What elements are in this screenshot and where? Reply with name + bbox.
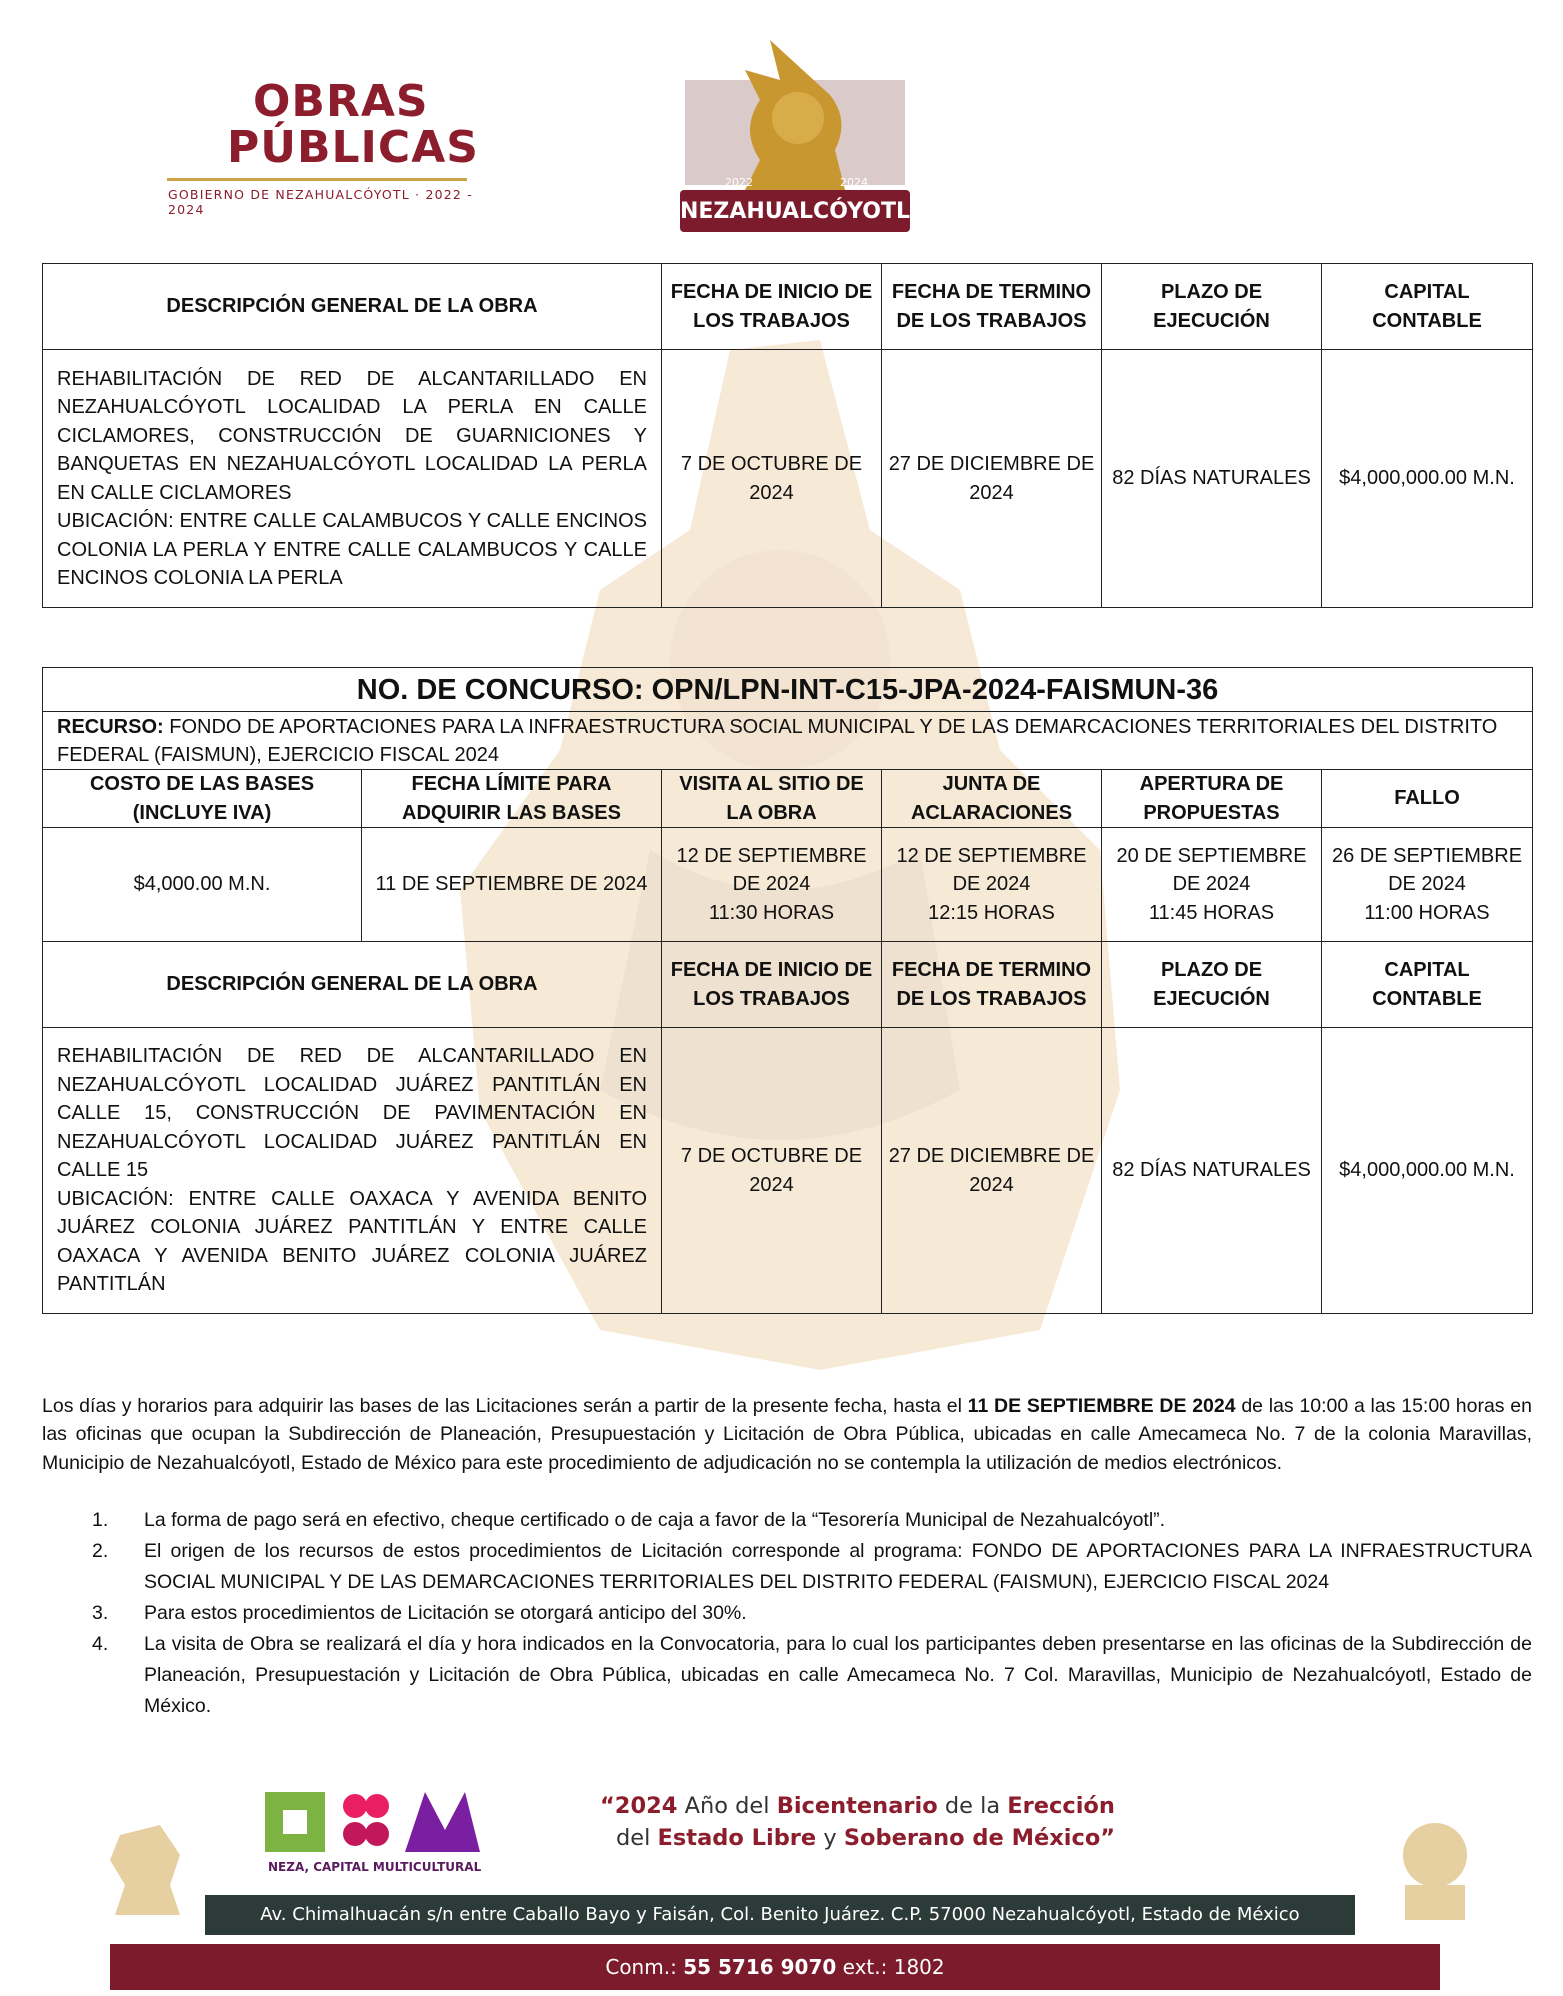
motto-text: de la (944, 1793, 1001, 1819)
list-item (42, 1629, 1532, 1722)
obra1-capital: $4,000,000.00 M.N. (1322, 350, 1533, 608)
apertura-hora: 11:45 HORAS (1148, 901, 1275, 924)
header-fecha-inicio-2: FECHA DE INICIO DE LOS TRABAJOS (662, 942, 882, 1028)
header-fecha-termino-2: FECHA DE TERMINO DE LOS TRABAJOS (882, 942, 1102, 1028)
motto-text: y (823, 1825, 837, 1851)
header-junta: JUNTA DE ACLARACIONES (882, 770, 1102, 828)
motto-soberano: Soberano de México” (843, 1825, 1116, 1851)
obras-publicas-logo (165, 76, 505, 217)
obra2-plazo: 82 DÍAS NATURALES (1102, 1028, 1322, 1314)
tel-label: Conm.: (605, 1955, 677, 1979)
motto-text: del (616, 1825, 651, 1851)
emblem-year-left: 2022 (725, 176, 753, 189)
junta-hora: 12:15 HORAS (928, 901, 1055, 924)
logo-rule (167, 178, 467, 181)
bases-paragraph (42, 1392, 1532, 1478)
motto-text: Año del (684, 1793, 770, 1819)
list-item (42, 1598, 1532, 1629)
visita-fecha: 12 DE SEPTIEMBRE DE 2024 (676, 844, 867, 896)
emblem-icon (650, 40, 940, 240)
value-visita (662, 828, 882, 942)
header-fecha-inicio: FECHA DE INICIO DE LOS TRABAJOS (662, 264, 882, 350)
header-desc: DESCRIPCIÓN GENERAL DE LA OBRA (43, 264, 662, 350)
obra2-descripcion: REHABILITACIÓN DE RED DE ALCANTARILLADO EN NEZAHUALCÓYOTL LOCALIDAD JUÁREZ PANTITLÁN EN CALLE 15, CONSTRUCCIÓN DE PAVIMENTACIÓN EN NEZAHUALCÓYOTL LOCALIDAD JUÁREZ PANTITLÁN EN CALLE 15 (57, 1045, 647, 1182)
fallo-fecha: 26 DE SEPTIEMBRE DE 2024 (1331, 844, 1523, 896)
header-costo: COSTO DE LAS BASES (INCLUYE IVA) (43, 770, 362, 828)
motto-year: “2024 (600, 1793, 678, 1819)
note-number: 1. (92, 1509, 109, 1531)
note-number: 3. (92, 1602, 109, 1624)
para-part2: de las 10:00 a las 15:00 horas en las oficinas que ocupan la Subdirección de Planeación, Presupuestación y Licitación de Obra Pública, ubicadas en calle Amecameca No. 7 de la colonia Maravillas, Municipio de Nezahualcóyotl, Estado de México para este procedimiento de adjudicación no se contempla la utilización de medios electrónicos. (42, 1394, 1532, 1474)
header-plazo: PLAZO DE EJECUCIÓN (1102, 264, 1322, 350)
note-text: Para estos procedimientos de Licitación se otorgará anticipo del 30%. (144, 1602, 747, 1624)
ncm-caption: NEZA, CAPITAL MULTICULTURAL (268, 1860, 482, 1874)
header-visita: VISITA AL SITIO DE LA OBRA (662, 770, 882, 828)
note-number: 4. (92, 1633, 109, 1655)
header-apertura: APERTURA DE PROPUESTAS (1102, 770, 1322, 828)
para-part1: Los días y horarios para adquirir las bases de las Licitaciones serán a partir de la presente fecha, hasta el (42, 1394, 962, 1417)
concurso-table (42, 667, 1533, 1314)
address-bar: Av. Chimalhuacán s/n entre Caballo Bayo y Faisán, Col. Benito Juárez. C.P. 57000 Nezahualcóyotl, Estado de México (205, 1895, 1355, 1935)
logo-gov-text: GOBIERNO DE NEZAHUALCÓYOTL · 2022 - 2024 (168, 187, 473, 217)
obra2-ubicacion: UBICACIÓN: ENTRE CALLE OAXACA Y AVENIDA BENITO JUÁREZ COLONIA JUÁREZ PANTITLÁN Y ENTRE CALLE OAXACA Y AVENIDA BENITO JUÁREZ COLONIA JUÁREZ PANTITLÁN (57, 1187, 647, 1296)
recurso-label: RECURSO: (57, 715, 164, 738)
obra2-capital: $4,000,000.00 M.N. (1322, 1028, 1533, 1314)
phone-bar (110, 1944, 1440, 1990)
header-capital-2: CAPITAL CONTABLE (1322, 942, 1533, 1028)
apertura-fecha: 20 DE SEPTIEMBRE DE 2024 (1116, 844, 1307, 896)
emblem-year-right: 2024 (840, 176, 868, 189)
junta-fecha: 12 DE SEPTIEMBRE DE 2024 (896, 844, 1087, 896)
motto-bicentenario: Bicentenario (776, 1793, 938, 1819)
list-item (42, 1536, 1532, 1598)
motto-estado-libre: Estado Libre (657, 1825, 817, 1851)
note-text: La forma de pago será en efectivo, cheque certificado o de caja a favor de la “Tesorería Municipal de Nezahualcóyotl”. (144, 1509, 1166, 1531)
motto-ereccion: Erección (1007, 1793, 1115, 1819)
visita-hora: 11:30 HORAS (708, 901, 835, 924)
warrior-icon (100, 1815, 190, 1925)
tel-ext: ext.: 1802 (842, 1955, 945, 1979)
obra1-plazo: 82 DÍAS NATURALES (1102, 350, 1322, 608)
emblem-name: NEZAHUALCÓYOTL (679, 199, 911, 224)
header-plazo-2: PLAZO DE EJECUCIÓN (1102, 942, 1322, 1028)
fallo-hora: 11:00 HORAS (1364, 901, 1490, 924)
obra2-fecha-inicio: 7 DE OCTUBRE DE 2024 (662, 1028, 882, 1314)
bicentenario-motto (600, 1790, 1220, 1854)
logo-line1: OBRAS (253, 76, 429, 127)
aztec-glyph-icon (1385, 1815, 1485, 1925)
obra1-table (42, 263, 1533, 608)
obra1-fecha-termino: 27 DE DICIEMBRE DE 2024 (882, 350, 1102, 608)
value-apertura (1102, 828, 1322, 942)
note-number: 2. (92, 1540, 109, 1562)
obra1-ubicacion: UBICACIÓN: ENTRE CALLE CALAMBUCOS Y CALLE ENCINOS COLONIA LA PERLA Y ENTRE CALLE CALAMBUCOS Y CALLE ENCINOS COLONIA LA PERLA (57, 510, 647, 589)
header-capital: CAPITAL CONTABLE (1322, 264, 1533, 350)
header-fecha-limite: FECHA LÍMITE PARA ADQUIRIR LAS BASES (362, 770, 662, 828)
concurso-recurso (43, 712, 1533, 770)
header-desc-2: DESCRIPCIÓN GENERAL DE LA OBRA (43, 942, 662, 1028)
header-fecha-termino: FECHA DE TERMINO DE LOS TRABAJOS (882, 264, 1102, 350)
motto-line2 (600, 1822, 1220, 1854)
obra2-fecha-termino: 27 DE DICIEMBRE DE 2024 (882, 1028, 1102, 1314)
value-costo: $4,000.00 M.N. (43, 828, 362, 942)
nezahualcoyotl-emblem (650, 40, 940, 240)
logo-line2: PÚBLICAS (227, 122, 479, 173)
value-fallo (1322, 828, 1533, 942)
recurso-text: FONDO DE APORTACIONES PARA LA INFRAESTRUCTURA SOCIAL MUNICIPAL Y DE LAS DEMARCACIONES TERRITORIALES DEL DISTRITO FEDERAL (FAISMUN), EJERCICIO FISCAL 2024 (57, 715, 1498, 766)
tel-number: 55 5716 9070 (683, 1955, 837, 1979)
concurso-numero: NO. DE CONCURSO: OPN/LPN-INT-C15-JPA-2024-FAISMUN-36 (43, 668, 1533, 712)
para-bold-date: 11 DE SEPTIEMBRE DE 2024 (967, 1394, 1236, 1417)
notes-list (42, 1505, 1532, 1722)
obra1-fecha-inicio: 7 DE OCTUBRE DE 2024 (662, 350, 882, 608)
value-fecha-limite: 11 DE SEPTIEMBRE DE 2024 (362, 828, 662, 942)
obra2-descripcion-cell (43, 1028, 662, 1314)
note-text: El origen de los recursos de estos procedimientos de Licitación corresponde al programa: FONDO DE APORTACIONES PARA LA INFRAESTRUCTURA SOCIAL MUNICIPAL Y DE LAS DEMARCACIONES TERRITORIALES DEL DISTRITO FEDERAL (FAISMUN), EJERCICIO FISCAL 2024 (144, 1540, 1532, 1593)
list-item (42, 1505, 1532, 1536)
note-text: La visita de Obra se realizará el día y hora indicados en la Convocatoria, para lo cual los participantes deben presentarse en las oficinas de la Subdirección de Planeación, Presupuestación y Licitación de Obra Pública, ubicadas en calle Amecameca No. 7 Col. Maravillas, Municipio de Nezahualcóyotl, Estado de México. (144, 1633, 1532, 1717)
motto-line1 (600, 1790, 1220, 1822)
obra1-descripcion: REHABILITACIÓN DE RED DE ALCANTARILLADO EN NEZAHUALCÓYOTL LOCALIDAD LA PERLA EN CALLE CICLAMORES, CONSTRUCCIÓN DE GUARNICIONES Y BANQUETAS EN NEZAHUALCÓYOTL LOCALIDAD LA PERLA EN CALLE CICLAMORES (57, 367, 647, 504)
obra1-descripcion-cell (43, 350, 662, 608)
header-fallo: FALLO (1322, 770, 1533, 828)
value-junta (882, 828, 1102, 942)
